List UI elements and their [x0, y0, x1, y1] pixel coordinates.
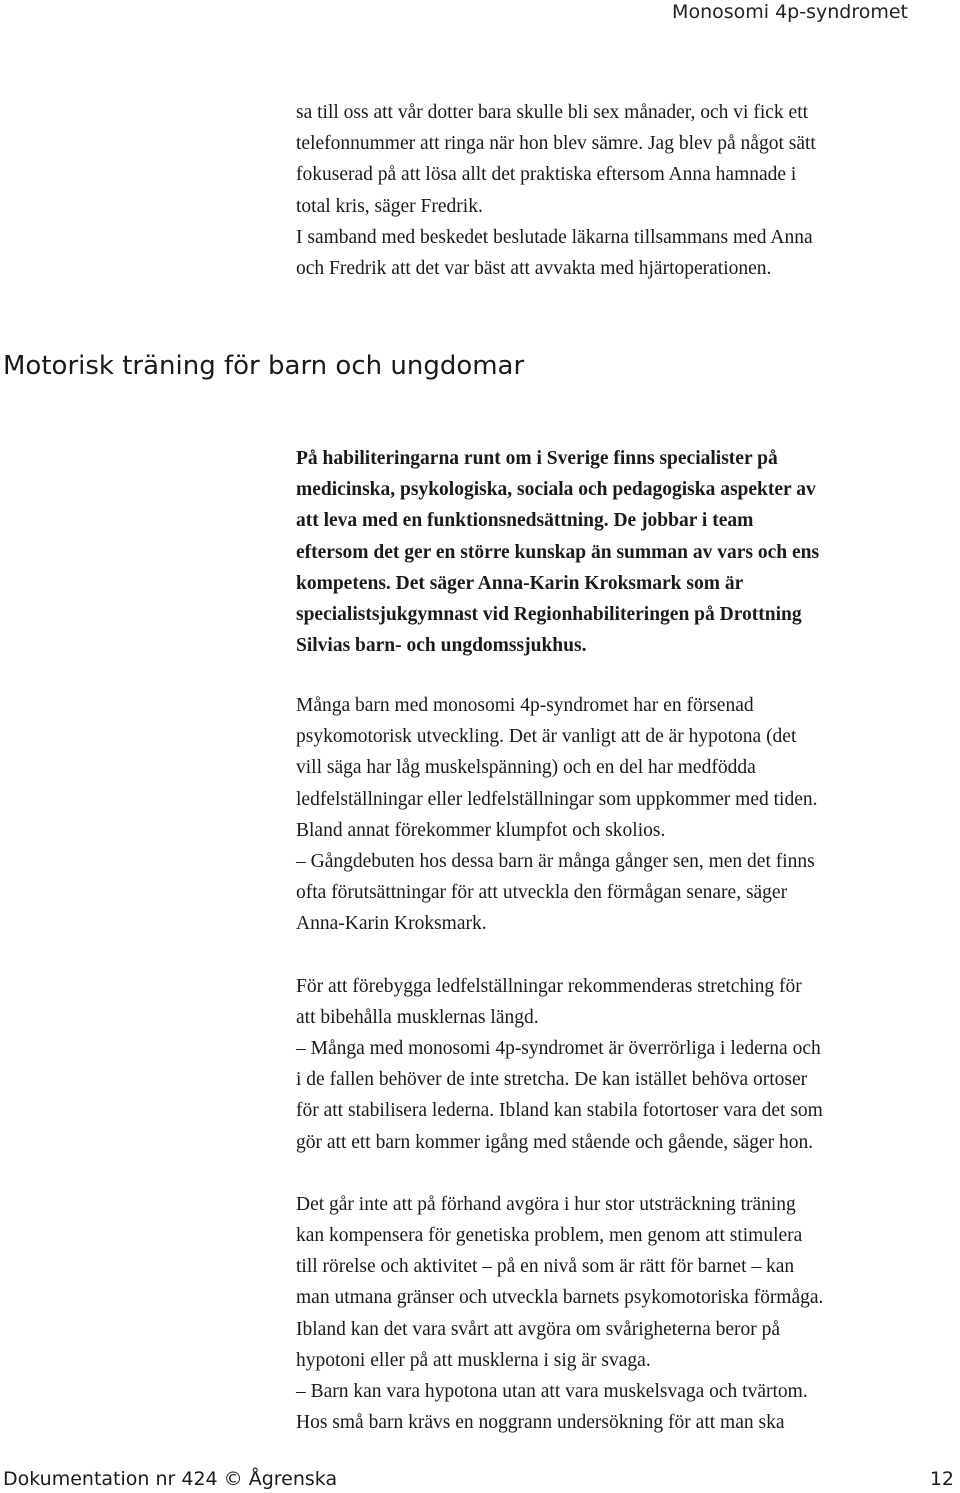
body-line: för att stabilisera lederna. Ibland kan stabila fotortoser vara det som	[296, 1100, 823, 1122]
lead-line: specialistsjukgymnast vid Regionhabiliteringen på Drottning	[296, 604, 802, 626]
intro-line: total kris, säger Fredrik.	[296, 195, 483, 217]
body-line: i de fallen behöver de inte stretcha. De kan istället behöva ortoser	[296, 1069, 808, 1091]
body-line: – Gångdebuten hos dessa barn är många gånger sen, men det finns	[296, 851, 815, 873]
body-line: Ibland kan det vara svårt att avgöra om svårigheterna beror på	[296, 1318, 781, 1340]
body-line: ledfelställningar eller ledfelställningar som uppkommer med tiden.	[296, 788, 818, 810]
lead-line: eftersom det ger en större kunskap än summan av vars och ens	[296, 541, 820, 563]
body-line: – Många med monosomi 4p-syndromet är överrörliga i lederna och	[296, 1038, 821, 1060]
lead-line: medicinska, psykologiska, sociala och pedagogiska aspekter av	[296, 479, 816, 501]
body-line: Många barn med monosomi 4p-syndromet har en försenad	[296, 695, 754, 716]
body-paragraph	[296, 971, 936, 1158]
intro-line: fokuserad på att lösa allt det praktiska eftersom Anna hamnade i	[296, 164, 797, 186]
page-number: 12	[929, 1468, 954, 1490]
lead-line: att leva med en funktionsnedsättning. De jobbar i team	[296, 510, 754, 532]
body-line: För att förebygga ledfelställningar rekommenderas stretching för	[296, 975, 802, 997]
footer-publication: Dokumentation nr 424 © Ågrenska	[3, 1468, 338, 1490]
body-line: – Barn kan vara hypotona utan att vara muskelsvaga och tvärtom.	[296, 1381, 808, 1403]
body-line: gör att ett barn kommer igång med stående och gående, säger hon.	[296, 1131, 814, 1153]
lead-line: Silvias barn- och ungdomssjukhus.	[296, 635, 587, 657]
section-lead	[296, 443, 936, 661]
body-line: Det går inte att på förhand avgöra i hur stor utsträckning träning	[296, 1193, 796, 1215]
section-body	[296, 690, 936, 1438]
body-paragraph	[296, 690, 936, 940]
body-line: psykomotorisk utveckling. Det är vanligt att de är hypotona (det	[296, 726, 797, 748]
body-line: kan kompensera för genetiska problem, men genom att stimulera	[296, 1225, 803, 1247]
body-line: Anna-Karin Kroksmark.	[296, 913, 487, 935]
body-paragraph	[296, 1189, 936, 1439]
body-line: vill säga har låg muskelspänning) och en del har medfödda	[296, 757, 756, 779]
section-heading: Motorisk träning för barn och ungdomar	[3, 351, 525, 381]
intro-line: och Fredrik att det var bäst att avvakta med hjärtoperationen.	[296, 258, 772, 280]
intro-text	[296, 97, 936, 284]
body-line: ofta förutsättningar för att utveckla den förmågan senare, säger	[296, 882, 788, 904]
lead-line: På habiliteringarna runt om i Sverige finns specialister på	[296, 448, 778, 469]
lead-line: kompetens. Det säger Anna-Karin Kroksmark som är	[296, 572, 744, 594]
body-line: man utmana gränser och utveckla barnets psykomotoriska förmåga.	[296, 1287, 824, 1309]
intro-line: sa till oss att vår dotter bara skulle bli sex månader, och vi fick ett	[296, 102, 809, 123]
intro-line: telefonnummer att ringa när hon blev sämre. Jag blev på något sätt	[296, 133, 816, 155]
intro-line: I samband med beskedet beslutade läkarna tillsammans med Anna	[296, 226, 813, 248]
body-line: att bibehålla musklernas längd.	[296, 1006, 539, 1028]
body-line: hypotoni eller på att musklerna i sig är svaga.	[296, 1349, 651, 1371]
body-line: Bland annat förekommer klumpfot och skolios.	[296, 819, 666, 841]
body-line: till rörelse och aktivitet – på en nivå som är rätt för barnet – kan	[296, 1256, 795, 1278]
body-line: Hos små barn krävs en noggrann undersökning för att man ska	[296, 1412, 785, 1434]
running-header-title: Monosomi 4p-syndromet	[672, 1, 908, 23]
